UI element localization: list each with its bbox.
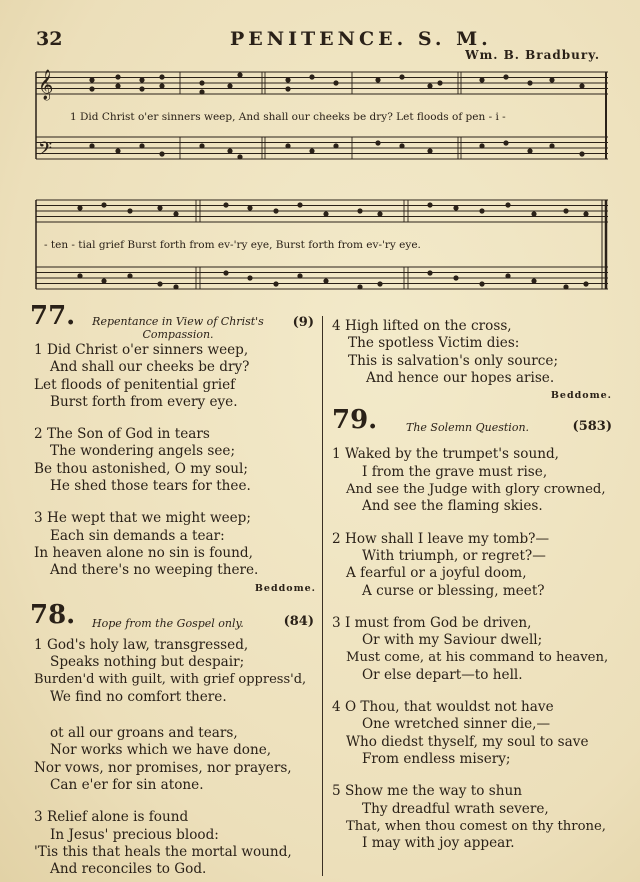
hymn-number: 79. xyxy=(332,405,378,436)
hymn-77-stanza-2: 2 The Son of God in tears The wondering angels see; Be thou astonished, O my soul; He shed those tears for thee. xyxy=(34,426,251,495)
hymn-79-stanza-1: 1 Waked by the trumpet's sound, I from the grave must rise, And see the Judge with glory crowned, And see the flaming skies. xyxy=(332,446,606,515)
hymn-79-stanza-4: 4 O Thou, that wouldst not have One wretched sinner die,— Who diedst thyself, my soul to save From endless misery; xyxy=(332,699,589,767)
hymn-number: 77. xyxy=(30,301,76,331)
left-column xyxy=(30,301,316,878)
tune-title: PENITENCE. S. M. xyxy=(230,28,492,50)
column-divider xyxy=(322,316,323,876)
hymn-79-heading xyxy=(332,405,614,442)
music-lyrics-line-2: - ten - tial grief Burst forth from ev-'ry eye, Burst forth from ev-'ry eye. xyxy=(44,239,421,251)
hymn-78-stanza-1: 1 God's holy law, transgressed, Speaks nothing but despair; Burden'd with guilt, with grief oppress'd, We find no comfort there. xyxy=(34,636,307,705)
hymn-79-stanza-5: 5 Show me the way to shun Thy dreadful wrath severe, That, when thou comest on thy throne, I may with joy appear. xyxy=(332,783,607,852)
hymn-77-stanza-1: 1 Did Christ o'er sinners weep, And shall our cheeks be dry? Let floods of penitential grief Burst forth from every eye. xyxy=(34,342,250,410)
composer: Wm. B. Bradbury. xyxy=(465,48,600,62)
page-number: 32 xyxy=(36,28,63,50)
attribution: Beddome. xyxy=(254,582,316,594)
right-column xyxy=(332,318,614,852)
hymn-79-stanza-2: 2 How shall I leave my tomb?— With triumph, or regret?— A fearful or a joyful doom, A curse or blessing, meet? xyxy=(332,530,550,599)
hymn-77-stanza-3: 3 He wept that we might weep; Each sin demands a tear: In heaven alone no sin is found, And there's no weeping there. Beddome. xyxy=(30,510,316,596)
music-system-2 xyxy=(30,190,610,302)
hymn-title: The Solemn Question. xyxy=(406,421,530,435)
hymn-78-heading xyxy=(30,599,316,637)
hymn-78-stanza-3: 3 Relief alone is found In Jesus' precious blood: 'Tis this that heals the mortal wound, And reconciles to God. xyxy=(34,809,292,878)
attribution: Beddome. xyxy=(550,390,612,402)
hymn-77-stanza-4: 4 High lifted on the cross, The spotless Victim dies: This is salvation's only source; And hence our hopes arise. Beddome. xyxy=(332,318,614,404)
hymn-title: Repentance in View of Christ's Compassion. xyxy=(92,315,264,341)
hymn-79-stanza-3: 3 I must from God be driven, Or with my Saviour dwell; Must come, at his command to heaven, Or else depart—to hell. xyxy=(332,614,609,683)
svg-text:𝄢: 𝄢 xyxy=(38,139,53,164)
svg-text:𝄞: 𝄞 xyxy=(38,70,54,100)
hymn-reference: (84) xyxy=(283,613,314,629)
hymn-reference: (9) xyxy=(292,315,314,330)
music-lyrics-line-1: 1 Did Christ o'er sinners weep, And shall our cheeks be dry? Let floods of pen - i - xyxy=(70,111,506,123)
music-system-1 xyxy=(30,62,610,172)
hymn-title: Hope from the Gospel only. xyxy=(92,616,244,630)
hymn-78-stanza-2: ot all our groans and tears, Nor works which we have done, Nor vows, nor promises, nor prayers, Can e'er for sin atone. xyxy=(34,725,292,793)
hymn-reference: (583) xyxy=(572,419,612,435)
hymn-77-heading xyxy=(30,301,316,342)
page-header xyxy=(36,28,610,62)
hymn-number: 78. xyxy=(30,599,76,630)
